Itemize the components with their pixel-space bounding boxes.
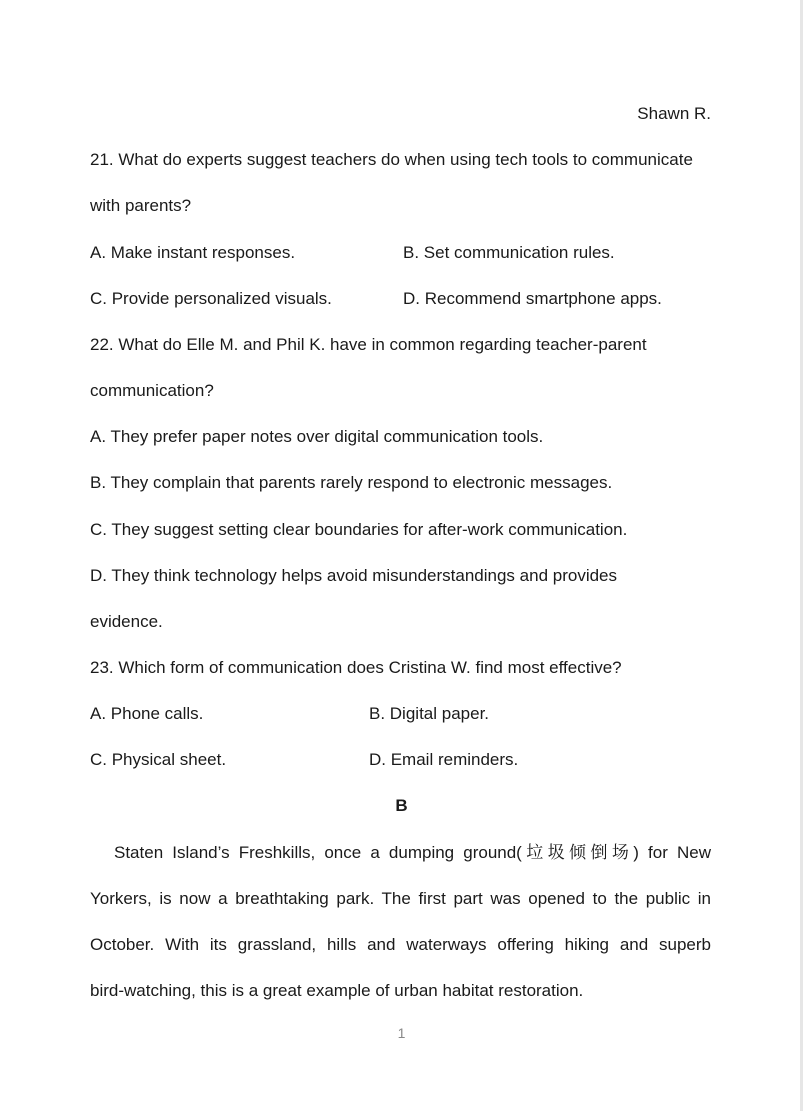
question-23-option-c: C. Physical sheet. [90,750,227,769]
passage-line-4: bird-watching, this is a great example of urban habitat restoration. [90,981,584,1000]
question-22-option-b: B. They complain that parents rarely respond to electronic messages. [90,473,613,492]
question-21-stem-line-2: with parents? [90,196,192,215]
passage-line-1: Staten Island’s Freshkills, once a dumping ground(垃圾倾倒场) for New [114,843,711,862]
question-23-option-a: A. Phone calls. [90,704,204,723]
question-22-option-d-line-2: evidence. [90,612,163,631]
question-22-stem-line-1: 22. What do Elle M. and Phil K. have in common regarding teacher-parent [90,335,647,354]
question-21-stem-line-1: 21. What do experts suggest teachers do when using tech tools to communicate [90,150,693,169]
page-number: 1 [397,1025,406,1041]
question-23-stem: 23. Which form of communication does Cristina W. find most effective? [90,658,622,677]
passage-line-3: October. With its grassland, hills and waterways offering hiking and superb [90,935,711,954]
question-22-option-c: C. They suggest setting clear boundaries for after-work communication. [90,520,628,539]
question-22-stem-line-2: communication? [90,381,214,400]
question-23-option-b: B. Digital paper. [369,704,490,723]
question-22-option-a: A. They prefer paper notes over digital communication tools. [90,427,544,446]
section-heading: B [395,796,408,815]
question-23-option-d: D. Email reminders. [369,750,519,769]
question-21-option-d: D. Recommend smartphone apps. [403,289,662,308]
question-21-option-b: B. Set communication rules. [403,243,615,262]
question-21-option-c: C. Provide personalized visuals. [90,289,332,308]
signature: Shawn R. [637,104,711,123]
question-21-option-a: A. Make instant responses. [90,243,296,262]
question-22-option-d-line-1: D. They think technology helps avoid misunderstandings and provides [90,566,617,585]
passage-line-2: Yorkers, is now a breathtaking park. The first part was opened to the public in [90,889,711,908]
